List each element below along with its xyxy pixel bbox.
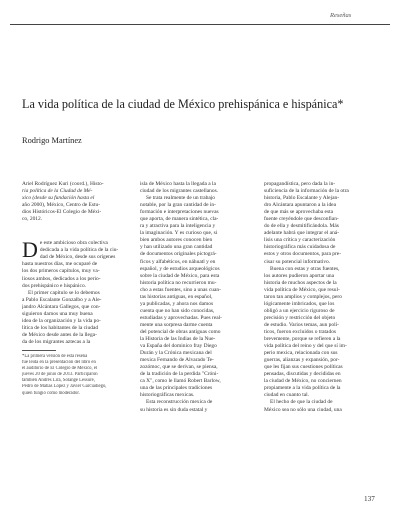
text-line: de documentos originales pictográ- [140, 251, 217, 258]
text-line: la Historia de las Indias de la Nue- [140, 336, 216, 343]
text-line: ficos y alfabéticos, en náhuatl y en [140, 258, 216, 265]
text-line: México sea no sólo una ciudad, una [264, 406, 342, 413]
text-line: formación e interpretaciones nuevas [140, 209, 219, 216]
text-line: historia política no recurrieron mu- [140, 279, 217, 286]
paragraph [140, 195, 255, 399]
bibliography-line: Ariel Rodríguez Kuri (coord.), Histo- [22, 181, 104, 187]
text-line: e este ambicioso obra colectiva [39, 240, 108, 247]
text-line: historiográfica más cuidadosa de [264, 244, 336, 251]
text-line: El hecho de que la ciudad de [270, 399, 333, 406]
text-line: su historia es sin duda estatal y [140, 406, 208, 413]
text-line: brevemente, porque se refieren a la [264, 336, 341, 343]
text-line: perio mexica, relacionada con sus [264, 350, 338, 357]
text-line: do de ella y desmitificándola. Más [264, 223, 339, 230]
paragraph [22, 290, 130, 346]
text-line: la imaginación. Y es curioso que, si [140, 230, 218, 237]
footnote [22, 354, 130, 397]
text-line: historia, Pablo Escalante y Alejan- [264, 195, 340, 202]
paragraph [140, 399, 255, 413]
text-line: suficiencia de la información de la otra [264, 188, 349, 195]
text-line: ciudad en cuanto tal. [264, 392, 309, 399]
text-line: liosos ambos, dedicados a los perio- [22, 275, 101, 282]
text-line: de México desde antes de la llega- [22, 331, 97, 338]
text-line: español, y de estudios arqueológicos [140, 265, 220, 272]
bibliography-line: año 2000), México, Centro de Estu- [22, 202, 101, 209]
text-line: tas historias antiguas, en español, [140, 293, 213, 300]
text-line: El primer capítulo se lo debemos [28, 289, 100, 296]
text-line: Esta reconstrucción mexica de [146, 399, 213, 406]
text-line: hasta nuestros días, me ocuparé de [22, 261, 98, 268]
text-line: mexica Fernando de Alvarado Te- [140, 357, 214, 364]
text-line: los autores pudieron aportar una [264, 272, 335, 279]
text-line: Pedro de Matías López y Javier Garcíadiego, [22, 384, 107, 390]
column-2 [140, 181, 255, 414]
page-number: 137 [364, 495, 375, 503]
text-line: los dos primeros capítulos, muy va- [22, 268, 100, 275]
text-line: ra y atractiva para la inteligencia y [140, 223, 216, 230]
text-line: guerras, alianzas y expansión, por- [264, 357, 340, 364]
text-line: siguieron darnos una muy buena [22, 310, 93, 317]
text-line: dos prehispánico e hispánico. [22, 282, 87, 289]
text-line: a Pablo Escalante Gonzalbo y a Ale- [22, 296, 102, 303]
paragraph [264, 266, 380, 400]
text-line: propagandística, pero dada la in- [264, 181, 336, 187]
text-line: cisar su potencial informativo. [264, 258, 331, 265]
text-line: adelante habrá que integrar el aná- [264, 230, 340, 237]
bibliography-entry [22, 181, 130, 223]
text-line: cho a estas fuentes, sino a unas cuan- [140, 286, 221, 293]
text-line: ca X", como le llamó Robert Barlow, [140, 378, 221, 385]
text-line: historia de muchos aspectos de la [264, 279, 337, 286]
bibliography-line: dios Históricos-El Colegio de Méxi- [22, 209, 102, 216]
text-line: de la tradición de la perdida "Cróni- [140, 371, 219, 378]
text-line: vida política del reino y del que sí im- [264, 343, 347, 350]
text-line: taron tan amplios y complejos, pero [264, 293, 342, 300]
text-line: lítica de los habitantes de la ciudad [22, 324, 99, 331]
text-line: estos y otros documentos, para pre- [264, 251, 342, 258]
text-line: la ciudad de México, no conciernen [264, 378, 342, 385]
text-line: dedicada a la vida política de la ciu- [39, 247, 119, 254]
opening-paragraph [22, 237, 130, 289]
text-line: idea de la organización y la vida po- [22, 317, 101, 324]
text-line: jueves 20 de junio de 2013. Participaron [22, 372, 98, 378]
text-line: va España del dominico fray Diego [140, 343, 217, 350]
text-line: sobre la ciudad de México, para esta [140, 272, 220, 279]
header-rule [10, 24, 390, 25]
text-line: Buena con estas y otras fuentes, [270, 265, 340, 272]
text-line: también Andrés Lira, Solange Lessure, [22, 378, 95, 384]
text-line: cuenta que no han sido conocidas, [140, 307, 215, 314]
text-line: ciudad de los migrantes castellanos. [140, 188, 219, 195]
text-line: dro Alcántara apuntaron a la idea [264, 202, 337, 209]
text-line: ya publicadas, y ahora nos damos [140, 300, 214, 307]
text-line: quien fungió como moderador. [22, 390, 80, 396]
text-line: Se trata realmente de un trabajo [146, 195, 215, 202]
text-line: historiográficas mexicas. [140, 392, 195, 399]
article-author: Rodrigo Martínez [22, 136, 82, 145]
text-line: *La primera versión de esta reseña [22, 353, 88, 359]
text-line: fue leída en la presentación del libro en [22, 360, 96, 366]
text-line: jandro Alcántara Gallegos, que con- [22, 303, 101, 310]
text-line: lisis una crítica y caracterización [264, 237, 336, 244]
text-line: una de las principales tradiciones [140, 385, 213, 392]
text-line: dad de México, desde sus orígenes [39, 254, 116, 261]
text-line: lógicamente imbricados, que los [264, 300, 335, 307]
text-line: vida política de México, que resul- [264, 286, 340, 293]
article-title: La vida política de la ciudad de México prehispánica e hispánica* [22, 97, 344, 111]
text-line: de que más se aprovechaba esta [264, 209, 333, 216]
text-line: el auditorio de El Colegio de México, el [22, 366, 98, 372]
footnote-rule [22, 350, 56, 351]
text-line: obligó a un ejercicio riguroso de [264, 307, 335, 314]
bibliography-line: xico (desde su fundación hasta el [22, 195, 95, 202]
text-line: mente una sorpresa darme cuenta [140, 321, 213, 328]
paragraph [140, 181, 255, 195]
drop-cap: D [22, 237, 38, 263]
text-line: da de los migrantes aztecas a la [22, 338, 91, 345]
column-3 [264, 181, 380, 414]
text-line: ticos, fueron excluidos o tratados [264, 328, 337, 335]
text-line: que les fijan sus cuestiones políticas [264, 364, 343, 371]
text-line: del potencial de obras antiguas como [140, 328, 221, 335]
text-line: notable, por la gran cantidad de in- [140, 202, 216, 209]
text-line: bien ambos autores conocen bien [140, 237, 213, 244]
paragraph [264, 399, 380, 413]
text-line: zozómoc, que se derivan, se piensa, [140, 364, 218, 371]
text-line: fuente creyéndole que desconfian- [264, 216, 339, 223]
bibliography-line: co, 2012. [22, 216, 43, 223]
text-line: y han utilizado una gran cantidad [140, 244, 213, 251]
column-1 [22, 181, 130, 397]
text-line: propiamente a la vida política de la [264, 385, 341, 392]
bibliography-line: ria política de la Ciudad de Mé- [22, 188, 93, 195]
section-tag: Reseñas [330, 12, 352, 19]
text-line: de estudio. Varios temas, aun polí- [264, 321, 339, 328]
text-line: precisión y restricción del objeto [264, 314, 336, 321]
text-line: estudiadas y aprovechadas. Pues real- [140, 314, 222, 321]
text-line: pensadas, discutidas y decididas en [264, 371, 341, 378]
text-line: que aporta, de manera sintética, cla- [140, 216, 219, 223]
paragraph [264, 181, 380, 266]
text-line: isla de México hasta la llegada a la [140, 181, 216, 187]
text-line: Durán y la Crónica mexicana del [140, 350, 212, 357]
